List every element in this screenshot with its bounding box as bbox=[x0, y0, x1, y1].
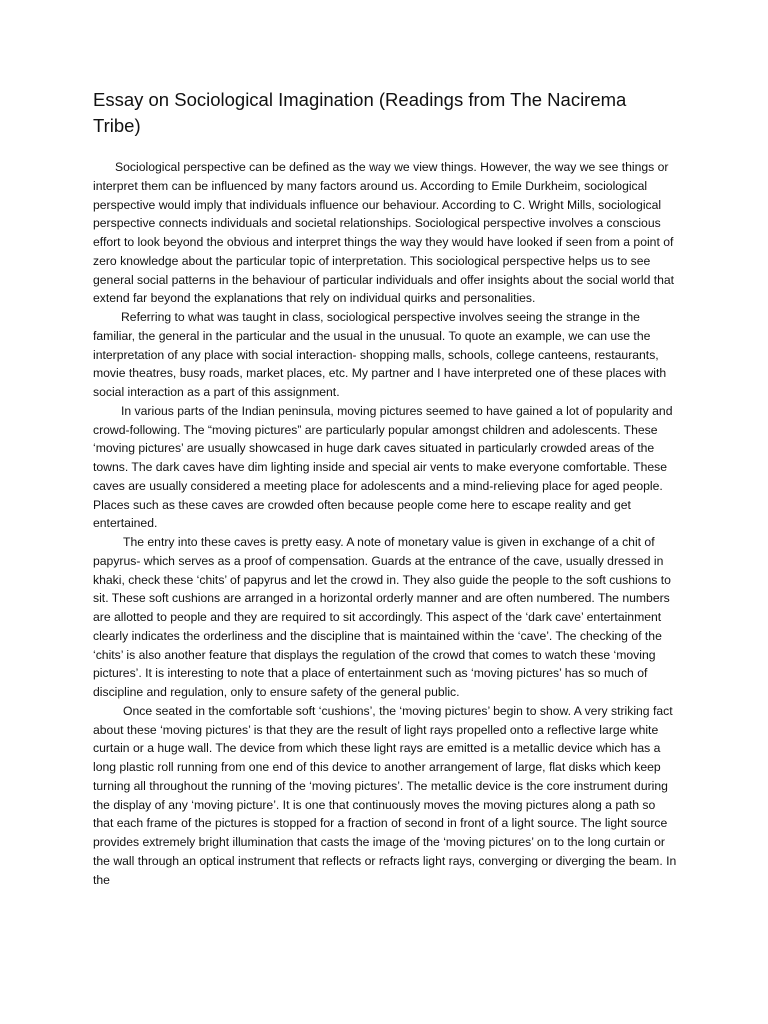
paragraph-3: In various parts of the Indian peninsula, moving pictures seemed to have gained a lot of popularity and crowd-following. The “moving pictures” are particularly popular amongst children and adolescents. These ‘moving pictures’ are usually showcased in huge dark caves situated in particularly crowded areas of the towns. The dark caves have dim lighting inside and special air vents to make everyone comfortable. These caves are usually considered a meeting place for adolescents and a mind-relieving place for aged people. Places such as these caves are crowded often because people come here to escape reality and get entertained. bbox=[93, 403, 673, 531]
essay-body bbox=[93, 158, 678, 889]
paragraph-4: The entry into these caves is pretty easy. A note of monetary value is given in exchange of a chit of papyrus- which serves as a proof of compensation. Guards at the entrance of the cave, usually dressed in khaki, check these ‘chits’ of papyrus and let the crowd in. They also guide the people to the soft cushions to sit. These soft cushions are arranged in a horizontal orderly manner and are often numbered. The numbers are allotted to people and they are required to sit accordingly. This aspect of the ‘dark cave’ entertainment clearly indicates the orderliness and the discipline that is maintained within the ‘cave’. The checking of the ‘chits’ is also another feature that displays the regulation of the crowd that comes to watch these ‘moving pictures’. It is interesting to note that a place of entertainment such as ‘moving pictures’ has so much of discipline and regulation, only to ensure safety of the general public. bbox=[93, 535, 671, 699]
paragraph-2: Referring to what was taught in class, sociological perspective involves seeing the strange in the familiar, the general in the particular and the usual in the unusual. To quote an example, we can use the interpretation of any place with social interaction- shopping malls, schools, college canteens, restaurants, movie theatres, busy roads, market places, etc. My partner and I have interpreted one of these places with social interaction as a part of this assignment. bbox=[93, 310, 667, 399]
paragraph-1: Sociological perspective can be defined as the way we view things. However, the way we see things or interpret them can be influenced by many factors around us. According to Emile Durkheim, sociological perspective would imply that individuals influence our behaviour. According to C. Wright Mills, sociological perspective connects individuals and societal relationships. Sociological perspective involves a conscious effort to look beyond the obvious and interpret things the way they would have looked if seen from a point of zero knowledge about the particular topic of interpretation. This sociological perspective helps us to see general social patterns in the behaviour of particular individuals and offer insights about the social world that extend far beyond the explanations that rely on individual quirks and personalities. bbox=[93, 160, 675, 306]
essay-title: Essay on Sociological Imagination (Readings from The Nacirema Tribe) bbox=[93, 89, 627, 136]
paragraph-5: Once seated in the comfortable soft ‘cushions’, the ‘moving pictures’ begin to show. A very striking fact about these ‘moving pictures’ is that they are the result of light rays propelled onto a reflective large white curtain or a huge wall. The device from which these light rays are emitted is a metallic device which has a long plastic roll running from one end of this device to another arrangement of large, flat disks which keep turning all throughout the running of the ‘moving pictures’. The metallic device is the core instrument during the display of any ‘moving picture’. It is one that continuously moves the moving pictures along a path so that each frame of the pictures is stopped for a fraction of second in front of a light source. The light source provides extremely bright illumination that casts the image of the ‘moving pictures’ on to the long curtain or the wall through an optical instrument that reflects or refracts light rays, converging or diverging the beam. In the bbox=[93, 703, 677, 887]
